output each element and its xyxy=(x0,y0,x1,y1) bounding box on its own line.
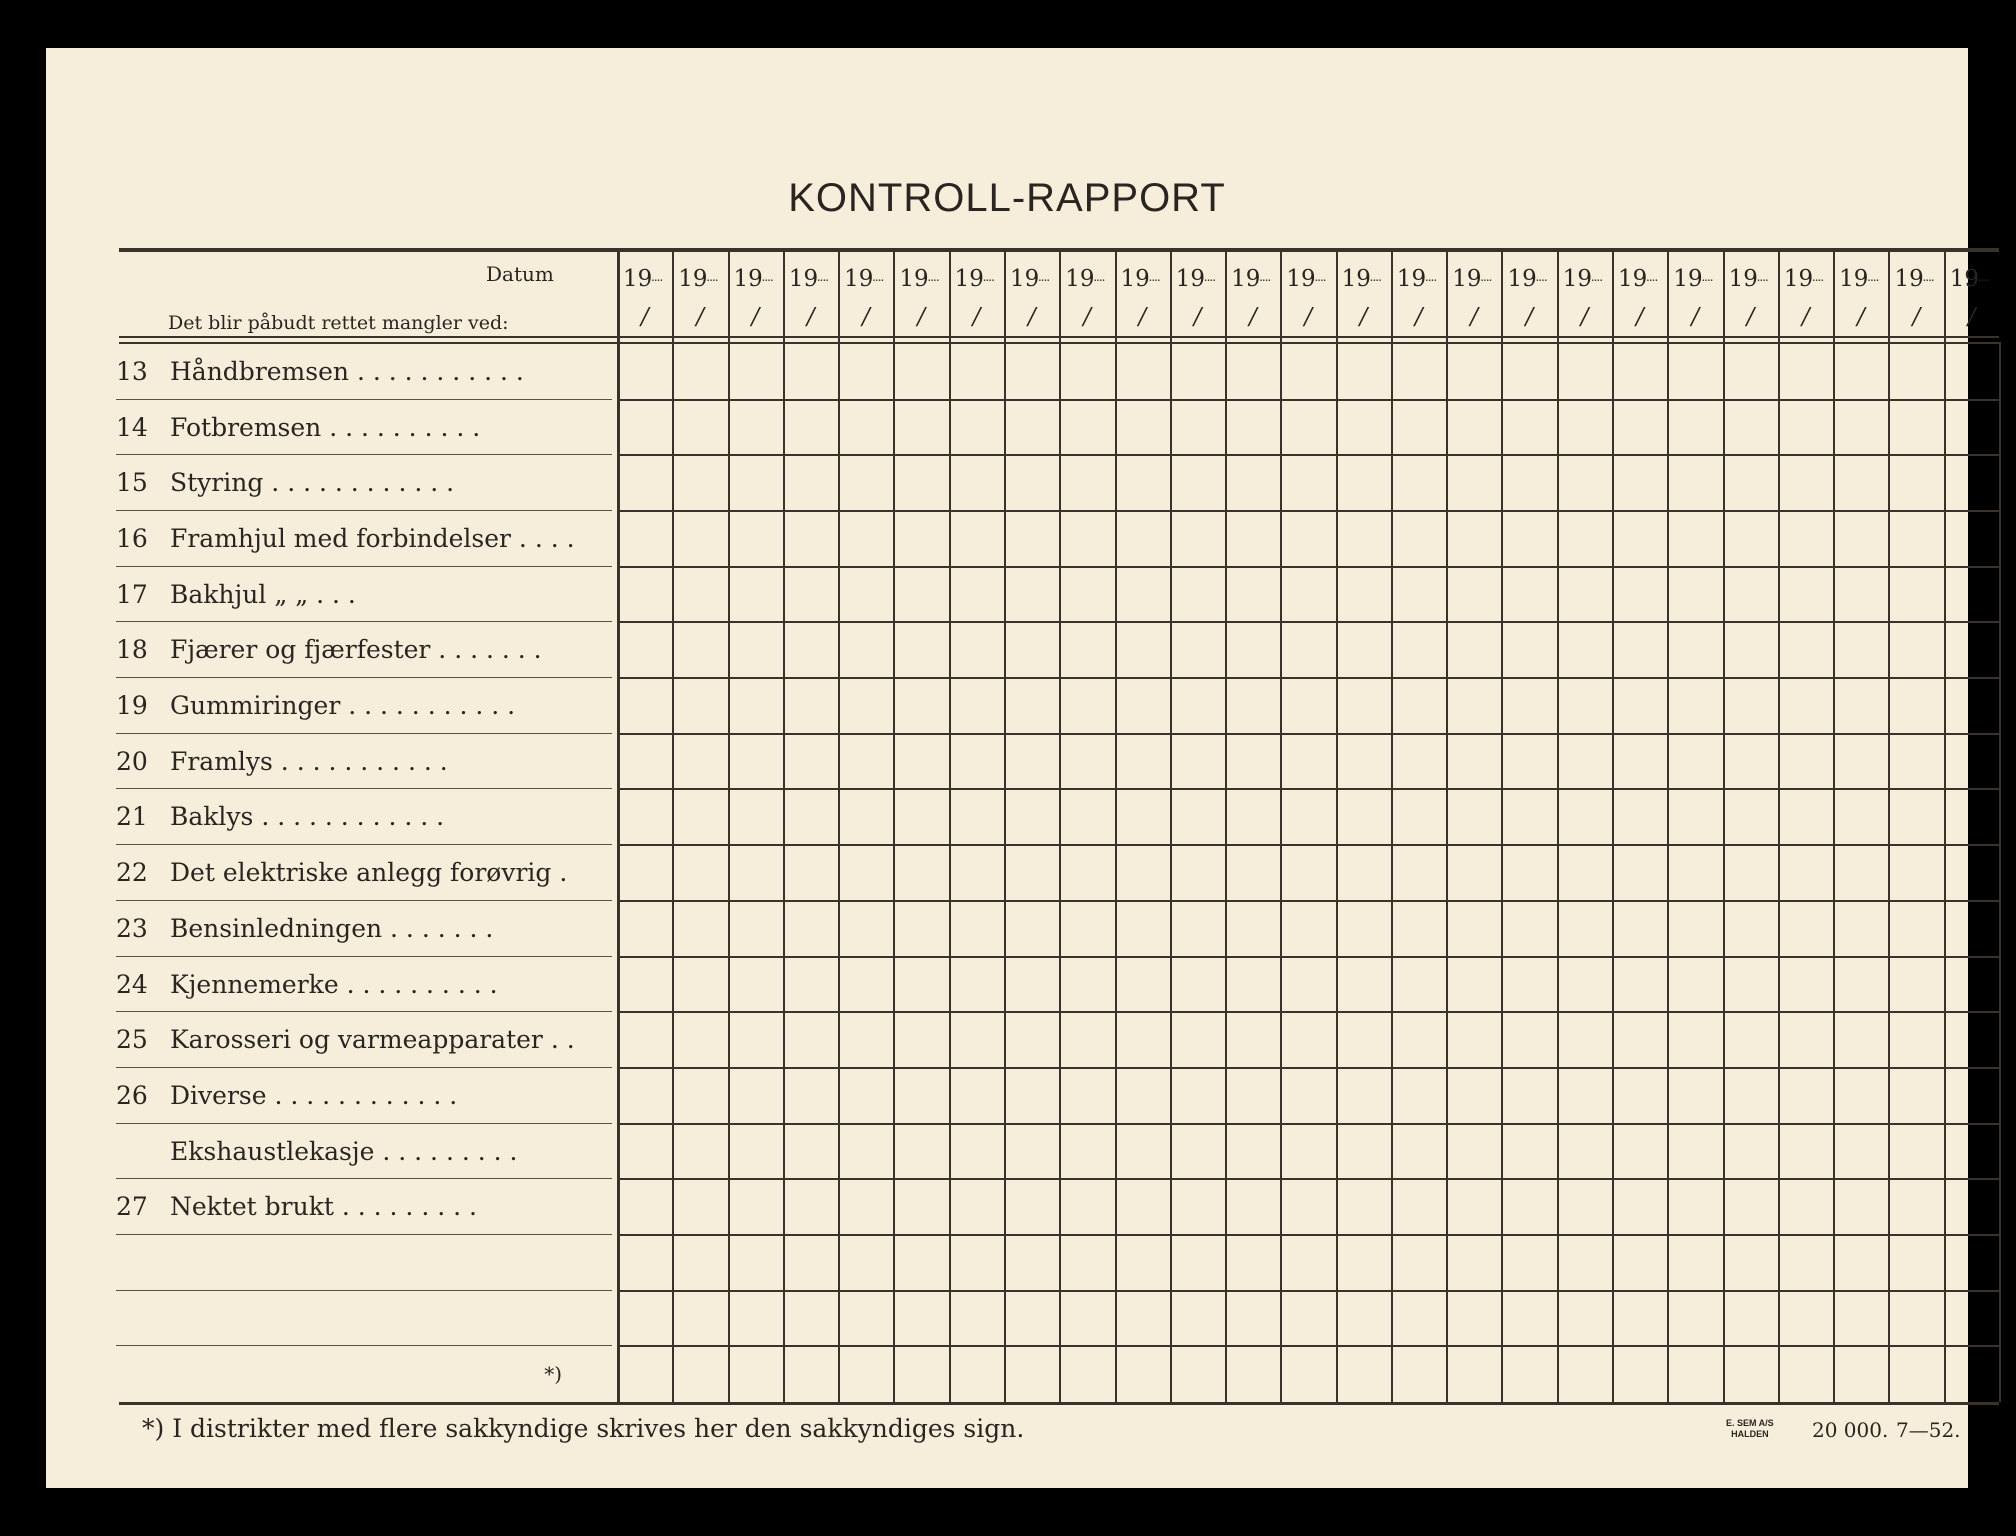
date-slash: / xyxy=(751,304,760,330)
item-row xyxy=(116,1346,612,1401)
year-prefix: 19 xyxy=(1286,266,1316,292)
grid-column-line xyxy=(783,252,785,1402)
date-slash: / xyxy=(1801,304,1810,330)
date-column-header[interactable] xyxy=(783,252,838,342)
date-column-header[interactable] xyxy=(1391,252,1446,342)
date-slash: / xyxy=(806,304,815,330)
year-dots: .... xyxy=(1148,270,1160,284)
grid-row-line xyxy=(617,1011,1999,1013)
year-prefix: 19 xyxy=(1175,266,1206,292)
grid-column-line xyxy=(893,252,895,1402)
date-column-header[interactable] xyxy=(1778,252,1833,342)
date-column-header[interactable] xyxy=(949,252,1004,342)
year-prefix: 19 xyxy=(1783,266,1814,292)
item-row xyxy=(116,622,612,677)
year-prefix: 19 xyxy=(1507,266,1537,292)
date-slash: / xyxy=(1746,304,1755,330)
date-slash: / xyxy=(1249,304,1257,330)
item-row xyxy=(116,1235,612,1290)
year-prefix: 19 xyxy=(1120,266,1150,292)
printer-name: E. SEM A/S xyxy=(1726,1418,1774,1428)
date-slash: / xyxy=(1138,304,1147,330)
item-number: 20 xyxy=(116,746,148,776)
date-column-header[interactable] xyxy=(1004,252,1059,342)
defects-subtitle: Det blir påbudt rettet mangler ved: xyxy=(168,312,509,334)
grid-row-line xyxy=(617,1178,1999,1180)
date-column-header[interactable] xyxy=(1612,252,1667,342)
item-label: Gummiringer . . . . . . . . . . . xyxy=(170,691,516,721)
grid-row-line xyxy=(617,788,1999,790)
year-dots: .... xyxy=(1203,270,1216,284)
item-number: 21 xyxy=(116,802,148,832)
item-row xyxy=(116,957,612,1012)
item-label: Bakhjul „ „ . . . xyxy=(170,579,356,609)
grid-row-line xyxy=(617,1234,1999,1236)
grid-row-line xyxy=(617,677,1999,679)
item-row xyxy=(116,1291,612,1346)
item-row xyxy=(116,901,612,956)
year-prefix: 19 xyxy=(1396,266,1427,292)
year-dots: .... xyxy=(1093,270,1105,284)
date-column-header[interactable] xyxy=(1501,252,1556,342)
grid-column-line xyxy=(1501,252,1503,1402)
year-prefix: 19 xyxy=(1009,266,1040,292)
date-slash: / xyxy=(641,304,649,330)
year-prefix: 19 xyxy=(1618,266,1648,292)
date-slash: / xyxy=(972,304,981,330)
item-number: 19 xyxy=(116,691,148,721)
grid-column-line xyxy=(1667,252,1669,1402)
item-number: 14 xyxy=(116,412,148,442)
print-run: 20 000. xyxy=(1812,1418,1889,1442)
date-slash: / xyxy=(1359,304,1368,330)
item-label: *) xyxy=(544,1361,562,1386)
item-number: 13 xyxy=(116,357,148,386)
item-row xyxy=(116,734,612,789)
grid-column-line xyxy=(1170,252,1172,1402)
date-slash: / xyxy=(1967,304,1976,330)
grid-column-line xyxy=(1888,252,1890,1402)
grid-column-line xyxy=(1391,252,1393,1402)
date-slash: / xyxy=(1304,304,1313,330)
year-dots: .... xyxy=(651,270,663,284)
date-column-header[interactable] xyxy=(617,252,672,342)
year-dots: .... xyxy=(761,270,773,284)
grid-column-line xyxy=(1999,342,2001,1402)
date-column-header[interactable] xyxy=(672,252,727,342)
item-label: Ekshaustlekasje . . . . . . . . . xyxy=(170,1136,518,1166)
year-prefix: 19 xyxy=(1341,266,1371,292)
item-row xyxy=(116,845,612,900)
date-slash: / xyxy=(696,304,705,330)
year-dots: .... xyxy=(1424,270,1437,284)
grid-row-line xyxy=(617,1067,1999,1069)
grid-column-line xyxy=(1833,252,1835,1402)
date-column-header[interactable] xyxy=(1888,252,1943,342)
date-slash: / xyxy=(1414,304,1423,330)
date-slash: / xyxy=(1691,304,1700,330)
item-row xyxy=(116,567,612,622)
year-prefix: 19 xyxy=(1562,266,1593,292)
date-slash: / xyxy=(1027,304,1036,330)
item-number: 22 xyxy=(116,858,148,888)
item-row xyxy=(116,1124,612,1179)
item-label: Karosseri og varmeapparater . . xyxy=(170,1025,575,1055)
year-dots: .... xyxy=(1646,270,1658,284)
date-slash: / xyxy=(1525,304,1534,330)
date-slash: / xyxy=(1193,304,1202,330)
date-column-header[interactable] xyxy=(728,252,783,342)
date-slash: / xyxy=(1580,304,1589,330)
date-column-header[interactable] xyxy=(1059,252,1114,342)
date-column-header[interactable] xyxy=(1557,252,1612,342)
date-column-header[interactable] xyxy=(1280,252,1335,342)
year-dots: .... xyxy=(1756,270,1768,284)
grid-column-line xyxy=(1723,252,1725,1402)
year-dots: .... xyxy=(1811,270,1824,284)
year-dots: .... xyxy=(1867,270,1879,284)
year-dots: .... xyxy=(1535,270,1547,284)
grid-column-line xyxy=(949,252,951,1402)
item-number: 27 xyxy=(116,1192,148,1222)
item-row xyxy=(116,1179,612,1234)
date-column-header[interactable] xyxy=(1944,252,1999,342)
item-label: Nektet brukt . . . . . . . . . xyxy=(170,1192,477,1222)
item-row xyxy=(116,1068,612,1123)
grid-column-line xyxy=(1944,252,1946,1402)
item-row xyxy=(116,344,612,399)
grid-row-line xyxy=(617,900,1999,902)
item-label: Kjennemerke . . . . . . . . . . xyxy=(170,969,498,999)
item-label: Diverse . . . . . . . . . . . . xyxy=(170,1080,458,1110)
footnote: *) I distrikter med flere sakkyndige skrives her den sakkyndiges sign. xyxy=(142,1414,1025,1443)
grid-row-line xyxy=(617,956,1999,958)
year-dots: .... xyxy=(706,270,718,284)
grid-column-line xyxy=(1336,252,1338,1402)
year-prefix: 19 xyxy=(1949,266,1979,292)
item-label: Fjærer og fjærfester . . . . . . . xyxy=(170,635,542,665)
item-number: 25 xyxy=(116,1025,148,1055)
grid-row-line xyxy=(617,844,1999,846)
grid-column-line xyxy=(1612,252,1614,1402)
date-column-header[interactable] xyxy=(1723,252,1778,342)
year-prefix: 19 xyxy=(1452,266,1482,292)
year-prefix: 19 xyxy=(788,266,819,292)
year-prefix: 19 xyxy=(733,266,763,292)
item-number: 26 xyxy=(116,1080,148,1110)
grid-column-line xyxy=(1004,252,1006,1402)
year-dots: .... xyxy=(1701,270,1713,284)
item-label: Det elektriske anlegg forøvrig . xyxy=(170,858,568,888)
year-prefix: 19 xyxy=(954,266,984,292)
item-label: Håndbremsen . . . . . . . . . . . xyxy=(170,357,524,386)
grid-row-line xyxy=(617,1345,1999,1347)
report-form xyxy=(46,48,1989,1488)
grid-column-line xyxy=(838,252,840,1402)
print-date: 7—52. xyxy=(1896,1418,1961,1442)
inspection-grid xyxy=(617,252,1999,1402)
item-label: Baklys . . . . . . . . . . . . xyxy=(170,802,445,832)
item-row xyxy=(116,1012,612,1067)
year-dots: .... xyxy=(1369,270,1381,284)
grid-row-line xyxy=(617,566,1999,568)
grid-column-line xyxy=(1446,252,1448,1402)
item-number: 18 xyxy=(116,635,148,665)
date-column-header[interactable] xyxy=(838,252,893,342)
grid-column-line xyxy=(1280,252,1282,1402)
year-dots: .... xyxy=(816,270,829,284)
grid-row-line xyxy=(617,454,1999,456)
date-slash: / xyxy=(1470,304,1478,330)
year-prefix: 19 xyxy=(1728,266,1758,292)
date-slash: / xyxy=(1912,304,1921,330)
item-label: Framhjul med forbindelser . . . . xyxy=(170,524,575,554)
date-column-header[interactable] xyxy=(1115,252,1170,342)
year-dots: .... xyxy=(927,270,939,284)
date-column-header[interactable] xyxy=(1225,252,1280,342)
grid-row-line xyxy=(617,1123,1999,1125)
grid-row-line xyxy=(617,510,1999,512)
grid-row-line xyxy=(617,399,1999,401)
year-prefix: 19 xyxy=(1065,266,1095,292)
date-slash: / xyxy=(917,304,926,330)
date-column-header[interactable] xyxy=(1170,252,1225,342)
grid-column-line xyxy=(1557,252,1559,1402)
item-number: 23 xyxy=(116,913,148,943)
printer-mark xyxy=(1726,1418,1774,1440)
item-label: Styring . . . . . . . . . . . . xyxy=(170,468,455,498)
item-number: 17 xyxy=(116,579,148,609)
item-label: Fotbremsen . . . . . . . . . . xyxy=(170,412,481,442)
item-number: 15 xyxy=(116,468,148,498)
year-prefix: 19 xyxy=(1894,266,1924,292)
year-dots: .... xyxy=(1480,270,1492,284)
grid-column-line xyxy=(728,252,730,1402)
grid-row-line xyxy=(617,1290,1999,1292)
grid-column-line xyxy=(617,252,620,1402)
datum-label: Datum xyxy=(486,262,554,286)
page-title: KONTROLL-RAPPORT xyxy=(788,176,1226,220)
item-row xyxy=(116,400,612,455)
year-prefix: 19 xyxy=(1231,266,1261,292)
date-slash: / xyxy=(1083,304,1091,330)
year-dots: .... xyxy=(1977,270,1989,284)
grid-column-line xyxy=(672,252,674,1402)
item-label: Bensinledningen . . . . . . . xyxy=(170,913,494,943)
item-row xyxy=(116,789,612,844)
item-label: Framlys . . . . . . . . . . . xyxy=(170,746,448,776)
date-slash: / xyxy=(862,304,870,330)
year-prefix: 19 xyxy=(1673,266,1703,292)
year-dots: .... xyxy=(872,270,884,284)
item-row xyxy=(116,678,612,733)
year-dots: .... xyxy=(982,270,994,284)
year-dots: .... xyxy=(1590,270,1603,284)
item-row xyxy=(116,511,612,566)
date-slash: / xyxy=(1857,304,1865,330)
grid-column-line xyxy=(1225,252,1227,1402)
date-column-header[interactable] xyxy=(1667,252,1722,342)
year-dots: .... xyxy=(1922,270,1934,284)
printer-city: HALDEN xyxy=(1731,1429,1769,1439)
bottom-rule xyxy=(119,1402,1999,1405)
date-slash: / xyxy=(1636,304,1644,330)
year-prefix: 19 xyxy=(899,266,929,292)
date-column-header[interactable] xyxy=(1833,252,1888,342)
item-number: 24 xyxy=(116,969,148,999)
grid-column-line xyxy=(1115,252,1117,1402)
year-dots: .... xyxy=(1259,270,1271,284)
year-dots: .... xyxy=(1037,270,1050,284)
year-prefix: 19 xyxy=(678,266,708,292)
item-row xyxy=(116,455,612,510)
grid-column-line xyxy=(1778,252,1780,1402)
date-column-header[interactable] xyxy=(893,252,948,342)
grid-column-line xyxy=(1059,252,1061,1402)
year-prefix: 19 xyxy=(844,266,874,292)
year-prefix: 19 xyxy=(623,266,653,292)
grid-row-line xyxy=(617,621,1999,623)
item-number: 16 xyxy=(116,524,148,554)
date-column-header[interactable] xyxy=(1336,252,1391,342)
date-column-header[interactable] xyxy=(1446,252,1501,342)
year-dots: .... xyxy=(1314,270,1326,284)
grid-row-line xyxy=(617,733,1999,735)
year-prefix: 19 xyxy=(1839,266,1869,292)
